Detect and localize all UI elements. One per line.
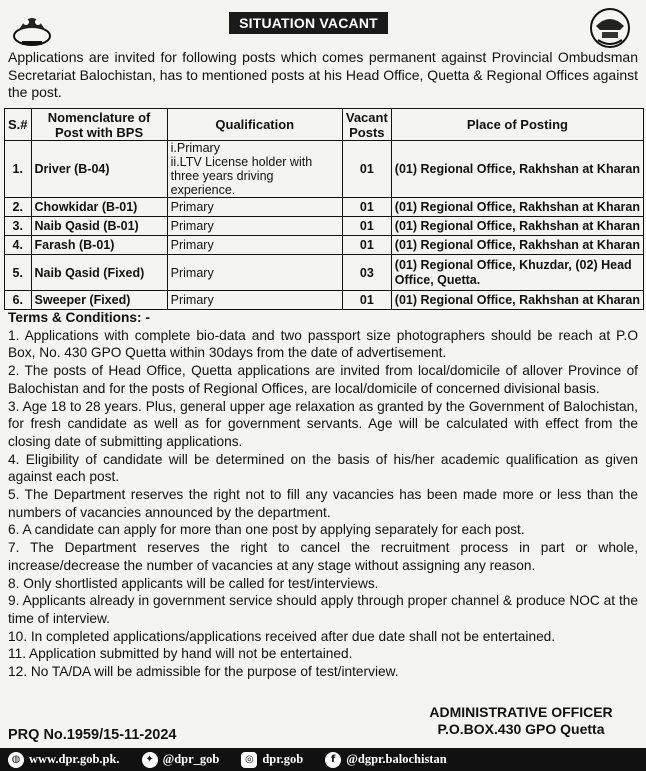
header-place: Place of Posting <box>391 109 643 141</box>
row-place: (01) Regional Office, Rakhshan at Kharan <box>391 217 643 236</box>
row-post: Driver (B-04) <box>31 141 167 198</box>
terms-title: Terms & Conditions: - <box>8 310 150 325</box>
table-row <box>5 291 644 310</box>
footer-facebook[interactable]: f @dgpr.balochistan <box>325 752 446 768</box>
prq-number: PRQ No.1959/15-11-2024 <box>8 727 177 743</box>
row-place: (01) Regional Office, Rakhshan at Kharan <box>391 141 643 198</box>
intro-paragraph: Applications are invited for following posts which comes permanent against Provincial Ombudsman Secretariat Balochistan, has to mentioned posts at his Head Office, Quetta & Regional Offices against the post. <box>8 49 638 100</box>
row-post: Chowkidar (B-01) <box>31 198 167 217</box>
row-vacant: 01 <box>342 236 391 255</box>
row-post: Sweeper (Fixed) <box>31 291 167 310</box>
term-item: 7. The Department reserves the right to cancel the recruitment process in part or whole, increase/decrease the number of vacancies at any stage without assigning any reason. <box>8 540 638 573</box>
terms-section <box>8 309 638 681</box>
row-qualification: Primary <box>167 236 342 255</box>
footer-twitter[interactable]: ✦ @dpr_gob <box>142 752 220 768</box>
term-item: 4. Eligibility of candidate will be determined on the basis of his/her academic qualification as given against each post. <box>8 451 638 485</box>
terms-list <box>8 327 638 681</box>
table-row <box>5 236 644 255</box>
term-item: 1. Applications with complete bio-data and two passport size photographers should be reach at P.O Box, No. 430 GPO Quetta within 30days from the date of advertisement. <box>8 327 638 361</box>
footer-bar <box>0 748 646 771</box>
officer-address: P.O.BOX.430 GPO Quetta <box>437 721 605 737</box>
row-qualification: Primary <box>167 291 342 310</box>
row-sn: 1. <box>5 141 32 198</box>
term-item: 10. In completed applications/applications received after due date shall not be entertained. <box>8 628 556 644</box>
header-vacant: Vacant Posts <box>342 109 391 141</box>
term-item: 9. Applicants already in government service should apply through proper channel & produce NOC at the time of interview. <box>8 593 638 626</box>
situation-vacant-banner: SITUATION VACANT <box>229 12 388 34</box>
row-post: Naib Qasid (Fixed) <box>31 255 167 291</box>
footer-instagram[interactable]: ◎ dpr.gob <box>241 752 303 768</box>
term-item: 11. Application submitted by hand will not be entertained. <box>8 646 353 662</box>
table-row <box>5 217 644 236</box>
row-sn: 6. <box>5 291 32 310</box>
term-item: 8. Only shortlisted applicants will be called for test/interviews. <box>8 575 379 591</box>
row-sn: 5. <box>5 255 32 291</box>
officer-block <box>406 704 636 738</box>
facebook-icon: f <box>325 752 341 768</box>
footer-website[interactable]: ◍ www.dpr.gob.pk. <box>8 752 120 768</box>
row-sn: 4. <box>5 236 32 255</box>
table-header-row <box>5 109 644 141</box>
table-row <box>5 255 644 291</box>
twitter-icon: ✦ <box>142 752 158 768</box>
term-item: 5. The Department reserves the right not to fill any vacancies has been made more or less than the numbers of vacancies announced by the department. <box>8 487 638 520</box>
row-vacant: 01 <box>342 141 391 198</box>
row-qualification: Primary <box>167 255 342 291</box>
officer-title: ADMINISTRATIVE OFFICER <box>429 704 613 720</box>
row-qualification: Primary <box>167 198 342 217</box>
header-post: Nomenclature of Post with BPS <box>31 109 167 141</box>
term-item: 3. Age 18 to 28 years. Plus, general upper age relaxation as granted by the Government of Balochistan, for fresh candidate as well as for government servants. Age will be calculated with effect from the closing date of submitting applications. <box>8 398 638 449</box>
row-place: (01) Regional Office, Rakhshan at Kharan <box>391 291 643 310</box>
row-vacant: 01 <box>342 217 391 236</box>
term-item: 2. The posts of Head Office, Quetta applications are invited from local/domicile of allover Province of Balochistan and for the posts of Regional Offices, are local/domicile of concerned divisional basis. <box>8 363 638 396</box>
term-item: 12. No TA/DA will be admissible for the purpose of test/interview. <box>8 664 399 680</box>
row-post: Naib Qasid (B-01) <box>31 217 167 236</box>
row-vacant: 01 <box>342 198 391 217</box>
row-qualification: i.Primary ii.LTV License holder with three years driving experience. <box>167 141 342 198</box>
row-place: (01) Regional Office, Rakhshan at Kharan <box>391 236 643 255</box>
table-row <box>5 198 644 217</box>
posts-table <box>4 108 644 310</box>
term-item: 6. A candidate can apply for more than one post by applying separately for each post. <box>8 522 525 538</box>
instagram-icon: ◎ <box>241 752 257 768</box>
row-place: (01) Regional Office, Rakhshan at Kharan <box>391 198 643 217</box>
row-sn: 3. <box>5 217 32 236</box>
row-vacant: 03 <box>342 255 391 291</box>
row-post: Farash (B-01) <box>31 236 167 255</box>
row-qualification: Primary <box>167 217 342 236</box>
row-place: (01) Regional Office, Khuzdar, (02) Head Office, Quetta. <box>391 255 643 291</box>
globe-icon: ◍ <box>8 752 24 768</box>
row-sn: 2. <box>5 198 32 217</box>
row-vacant: 01 <box>342 291 391 310</box>
header-qualification: Qualification <box>167 109 342 141</box>
header-sn: S.# <box>5 109 32 141</box>
emblem-logo-left <box>10 6 54 50</box>
table-row <box>5 141 644 198</box>
emblem-logo-right <box>588 6 632 50</box>
